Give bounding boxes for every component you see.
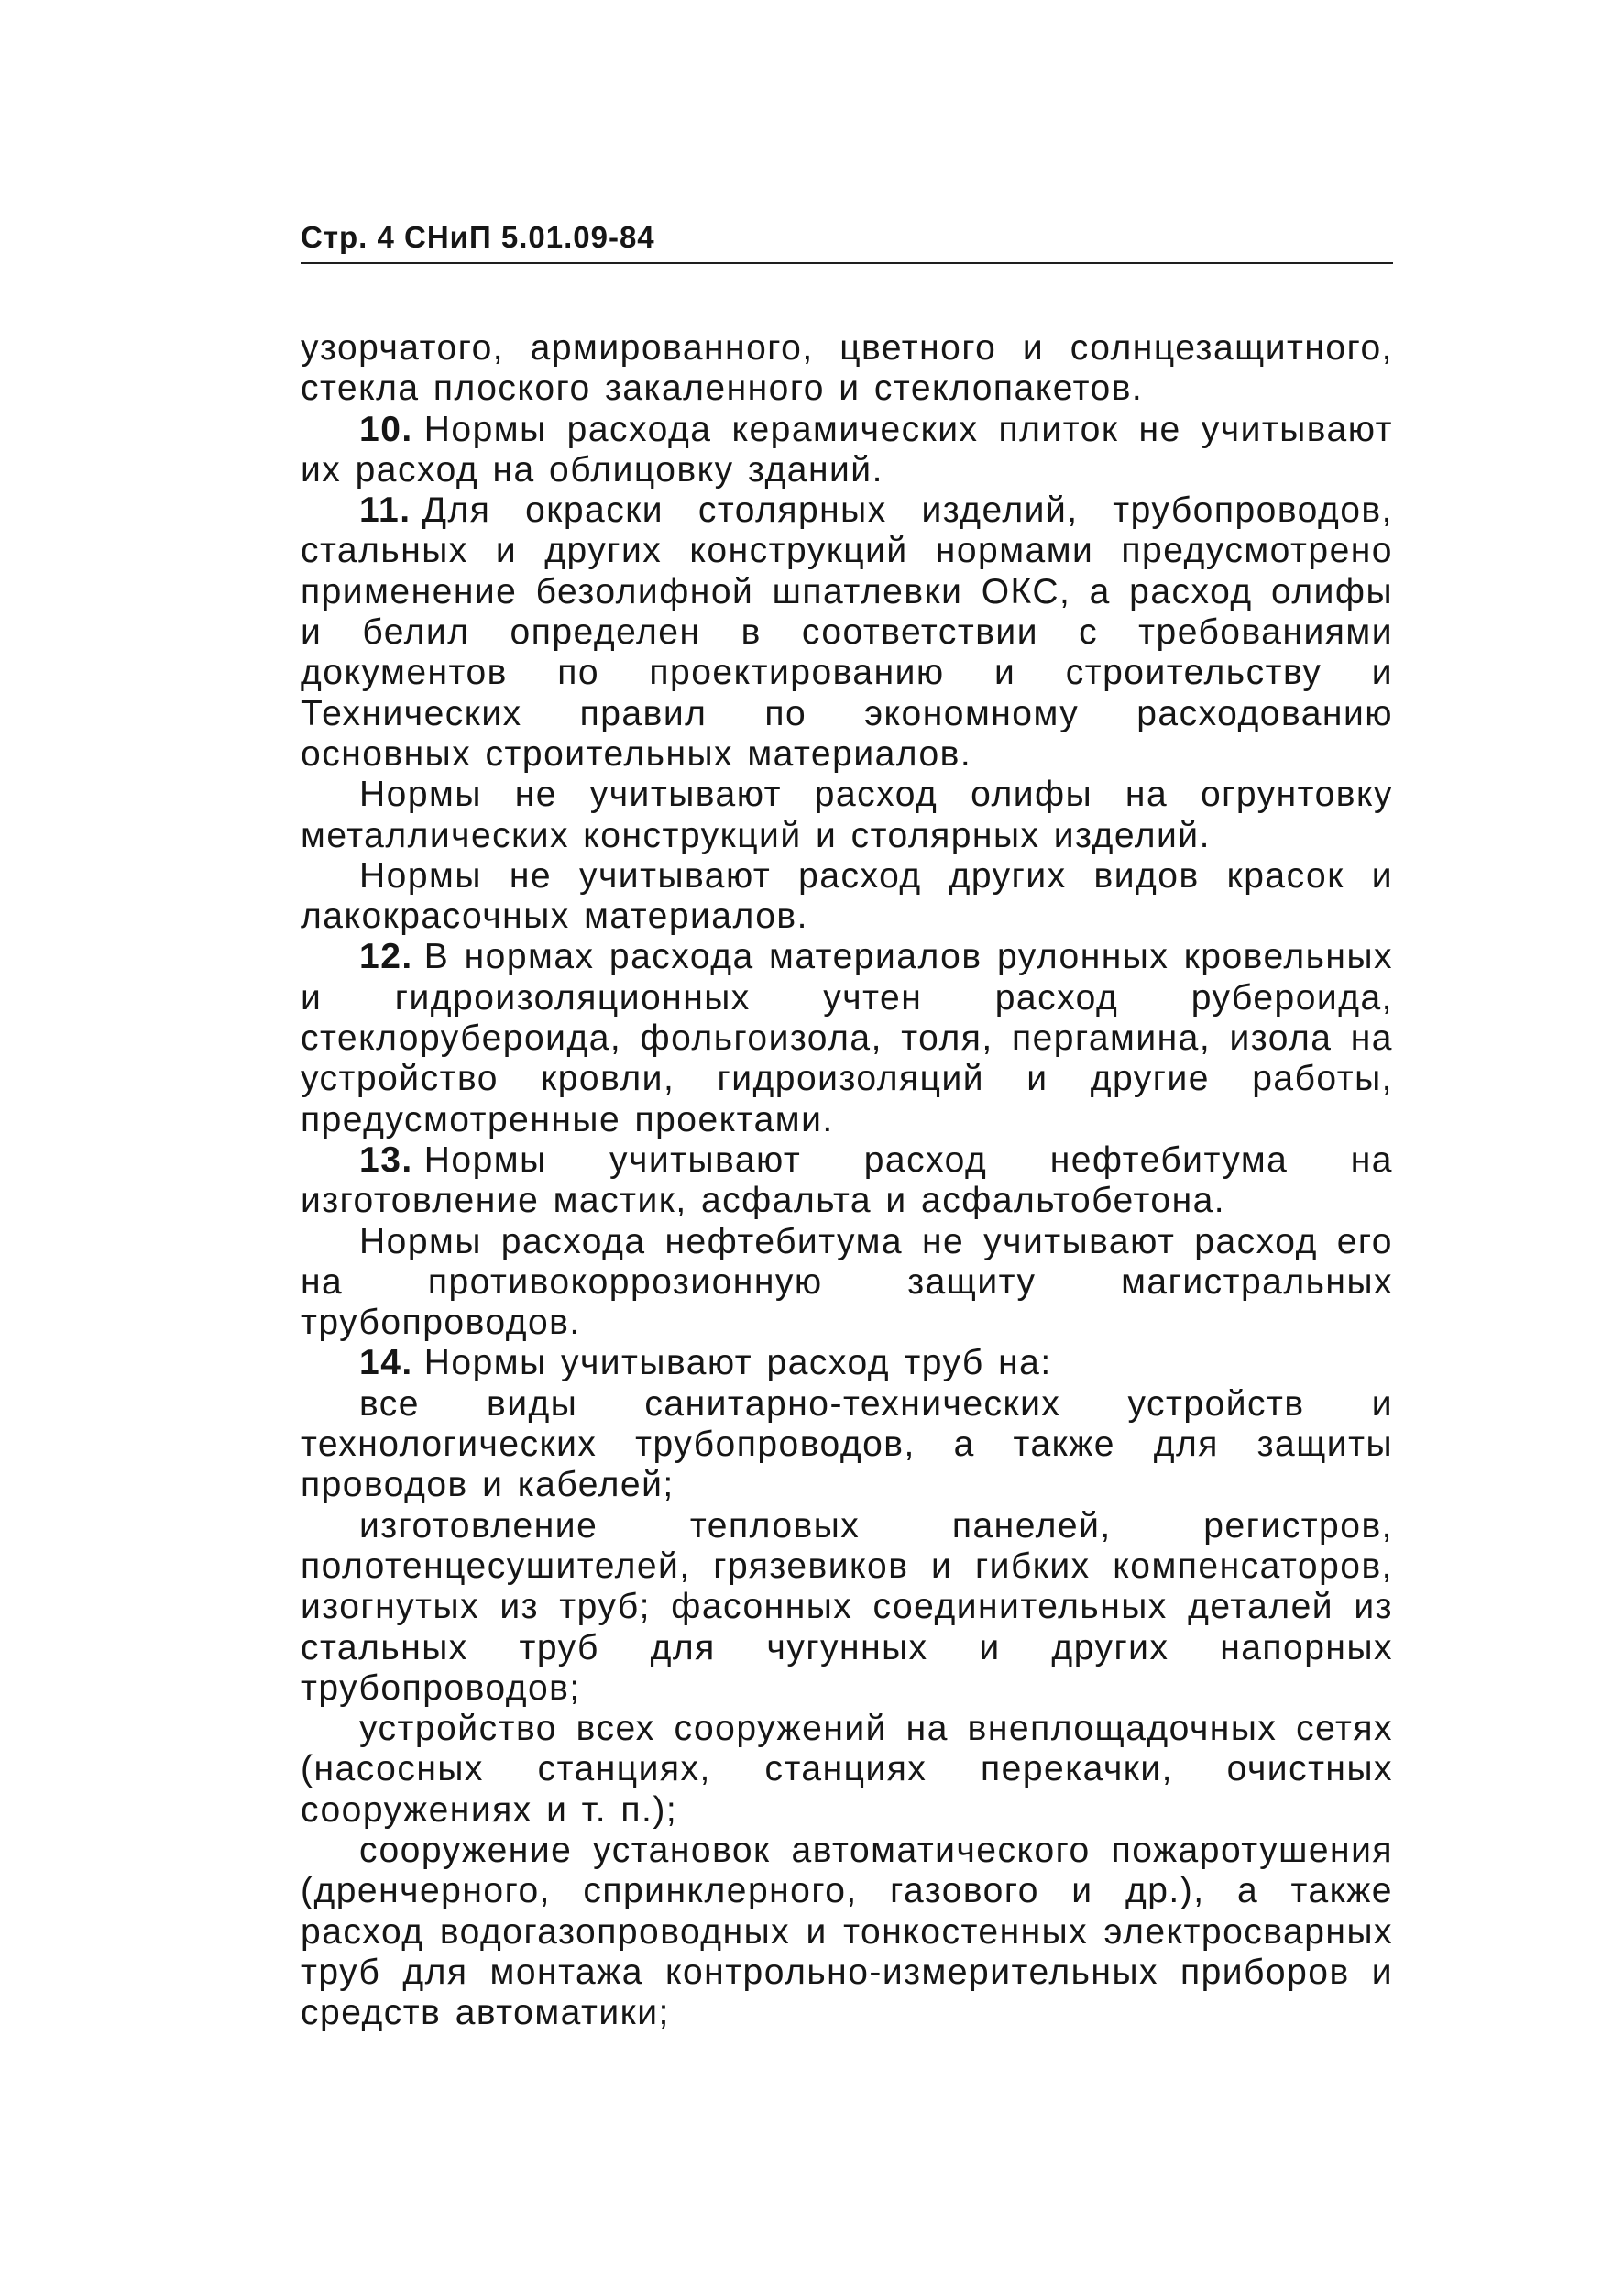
paragraph-text: Нормы расхода нефтебитума не учитывают расход его на противокоррозионную защиту магистральных трубопроводов. bbox=[301, 1221, 1393, 1343]
paragraph bbox=[301, 937, 1393, 1139]
item-number: 10. bbox=[359, 409, 413, 449]
header-rule bbox=[301, 262, 1393, 264]
item-number: 11. bbox=[359, 490, 411, 531]
paragraph-text: все виды санитарно-технических устройств и технологических трубопроводов, а также для защиты проводов и кабелей; bbox=[301, 1383, 1393, 1505]
item-number: 14. bbox=[359, 1343, 413, 1383]
paragraph bbox=[301, 1384, 1393, 1506]
item-number: 12. bbox=[359, 937, 413, 977]
paragraph bbox=[301, 490, 1393, 775]
paragraph bbox=[301, 328, 1393, 410]
paragraph bbox=[301, 1506, 1393, 1709]
paragraph bbox=[301, 1343, 1393, 1383]
paragraph-text: Нормы учитывают расход труб на: bbox=[423, 1343, 1052, 1383]
item-number: 13. bbox=[359, 1139, 413, 1180]
paragraph-text: сооружение установок автоматического пожаротушения (дренчерного, спринклерного, газового и др.), а также расход водогазопроводных и тонкостенных электросварных труб для монтажа контрольно-измерительных приборов и средств автоматики; bbox=[301, 1830, 1393, 2033]
paragraph bbox=[301, 1140, 1393, 1222]
paragraph-text: Нормы не учитывают расход других видов красок и лакокрасочных материалов. bbox=[301, 855, 1393, 937]
paragraph bbox=[301, 1831, 1393, 2033]
paragraph bbox=[301, 856, 1393, 938]
paragraph bbox=[301, 1222, 1393, 1344]
paragraph bbox=[301, 1709, 1393, 1831]
paragraph-text: В нормах расхода материалов рулонных кровельных и гидроизоляционных учтен расход рубероида, стеклорубероида, фольгоизола, толя, пергамина, изола на устройство кровли, гидроизоляций и другие работы, предусмотренные проектами. bbox=[301, 937, 1393, 1139]
paragraph-text: узорчатого, армированного, цветного и солнцезащитного, стекла плоского закаленного и стеклопакетов. bbox=[301, 328, 1393, 409]
paragraph-text: Нормы учитывают расход нефтебитума на изготовление мастик, асфальта и асфальтобетона. bbox=[301, 1139, 1393, 1221]
paragraph-text: Нормы расхода керамических плиток не учитывают их расход на облицовку зданий. bbox=[301, 409, 1393, 490]
paragraph bbox=[301, 410, 1393, 491]
running-header: Стр. 4 СНиП 5.01.09-84 bbox=[301, 220, 655, 254]
paragraph-text: Нормы не учитывают расход олифы на огрунтовку металлических конструкций и столярных изделий. bbox=[301, 775, 1393, 855]
paragraph-text: Для окраски столярных изделий, трубопроводов, стальных и других конструкций нормами предусмотрено применение безолифной шпатлевки ОКС, а расход олифы и белил определен в соответствии с требованиями документов по проектированию и строительству и Технических правил по экономному расходованию основных строительных материалов. bbox=[301, 490, 1393, 774]
paragraph-text: устройство всех сооружений на внеплощадочных сетях (насосных станциях, станциях перекачки, очистных сооружениях и т. п.); bbox=[301, 1709, 1393, 1830]
body-text bbox=[301, 328, 1393, 2033]
paragraph bbox=[301, 775, 1393, 856]
paragraph-text: изготовление тепловых панелей, регистров, полотенцесушителей, грязевиков и гибких компенсаторов, изогнутых из труб; фасонных соединительных деталей из стальных труб для чугунных и других напорных трубопроводов; bbox=[301, 1505, 1393, 1708]
